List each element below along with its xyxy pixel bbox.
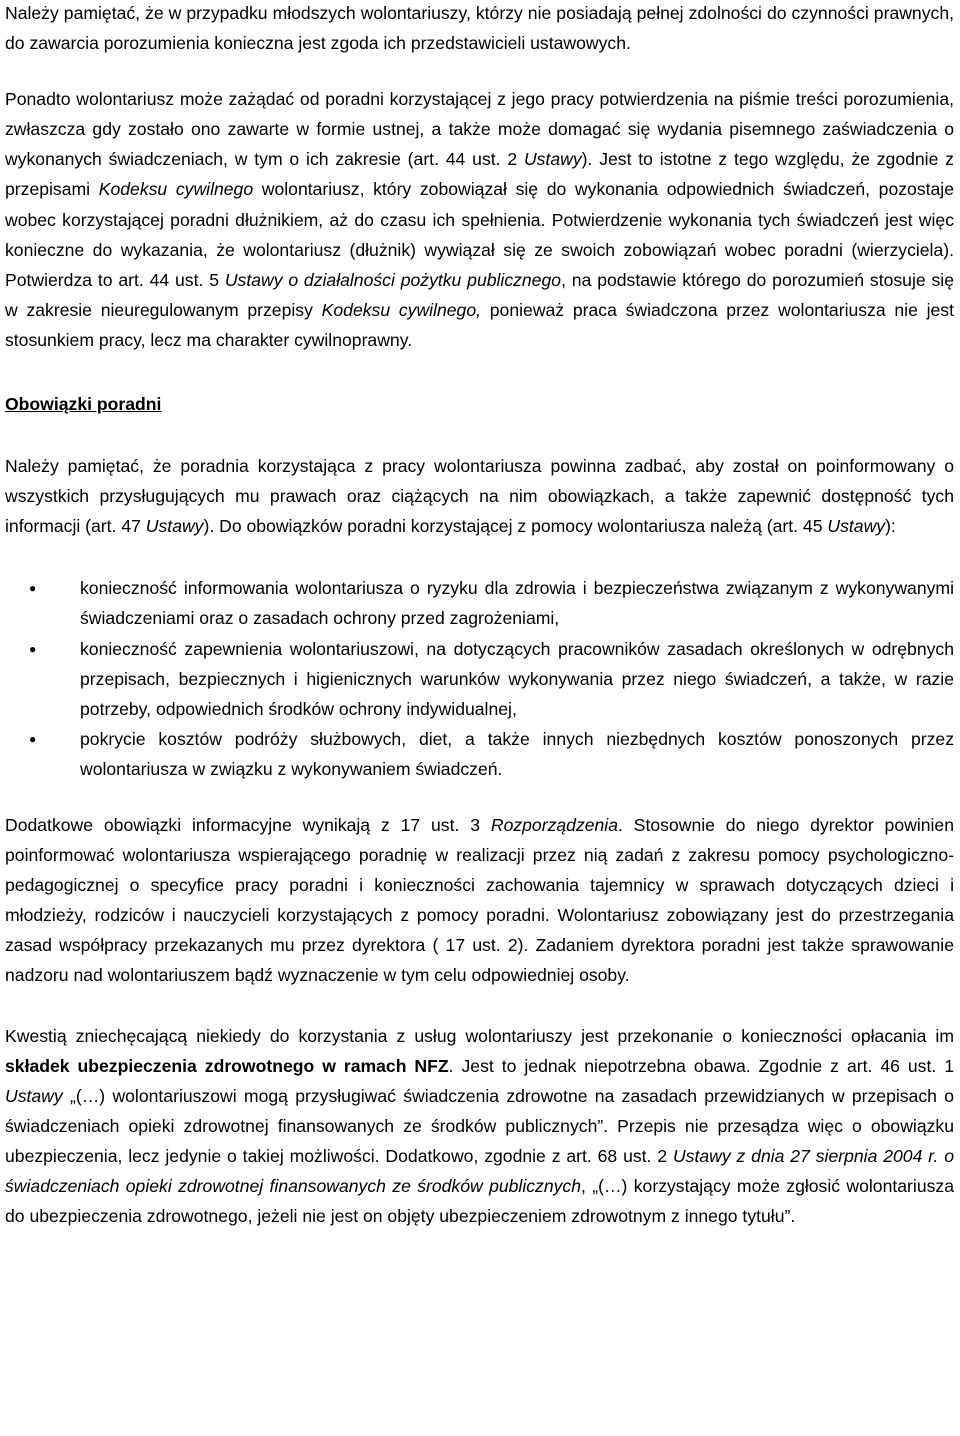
italic-run: Ustawy (5, 1085, 63, 1106)
bullet-icon: ● (29, 641, 37, 656)
italic-run: Rozporządzenia (490, 814, 619, 835)
text-run: . Stosownie do niego dyrektor powinien poinformować wolontariusza wspierającego poradnię w realizacji przez nią zadań z zakresu pomocy psychologiczno-pedagogicznej o specyfice pracy poradni i konieczności zachowania tajemnicy w sprawach dotyczących dzieci i młodzieży, rodziców i nauczycieli korzystających z pomocy poradni. Wolontariusz zobowiązany jest do przestrzegania zasad współpracy przekazanych mu przez dyrektora ( 17 ust. 2). Zadaniem dyrektora poradni jest także sprawowanie nadzoru nad wolontariuszem bądź wyznaczenie w tym celu odpowiedniej osoby. (5, 814, 954, 986)
paragraph-duties (5, 451, 954, 541)
text-run: wolontariusz, który zobowiązał się do wykonania odpowiednich świadczeń, pozostaje wobec korzystającej poradni dłużnikiem, aż do czasu ich spełnienia. Potwierdzenie wykonania tych świadczeń jest więc konieczne do wykazania, że wolontariusz (dłużnik) wywiązał się ze swoich zobowiązań wobec poradni (wierzyciela). Potwierdza to art. 44 ust. 5 (5, 179, 954, 290)
text-run: „(…) wolontariuszowi mogą przysługiwać świadczenia zdrowotne na zasadach przewidzianych w przepisach o świadczeniach opieki zdrowotnej finansowanych ze środków publicznych”. Przepis nie przesądza więc o obowiązku ubezpieczenia, lecz jedynie o takiej możliwości. Dodatkowo, zgodnie z art. 68 ust. 2 (5, 1085, 954, 1166)
italic-run: Kodeksu cywilnego (98, 179, 254, 200)
list-item-text: konieczność zapewnienia wolontariuszowi, na dotyczących pracowników zasadach określonych w odrębnych przepisach, bezpiecznych i higienicznych warunków wykonywania przez niego świadczeń, a także, w razie potrzeby, odpowiednich środków ochrony indywidualnej, (80, 638, 954, 719)
text-run: ). Jest to istotne z tego względu, że zgodnie z przepisami (5, 149, 954, 200)
italic-run: Ustawy (145, 516, 204, 537)
list-item-text: pokrycie kosztów podróży służbowych, diet, a także innych niezbędnych kosztów ponoszonych przez wolontariusza w związku z wykonywaniem świadczeń. (80, 728, 954, 779)
text-run: . Jest to jednak niepotrzebna obawa. Zgodnie z art. 46 ust. 1 (448, 1055, 954, 1076)
italic-run: Ustawy (523, 149, 582, 170)
duties-list (5, 573, 954, 784)
list-item (5, 573, 954, 633)
bold-run: składek ubezpieczenia zdrowotnego w ramach NFZ (5, 1055, 449, 1076)
italic-run: Ustawy (827, 516, 886, 537)
list-item (5, 634, 954, 724)
italic-run: Kodeksu cywilnego, (321, 299, 482, 320)
text-run: ). Do obowiązków poradni korzystającej z pomocy wolontariusza należą (art. 45 (203, 516, 828, 537)
paragraph-health-insurance (5, 1021, 954, 1232)
text-run: ): (885, 516, 896, 537)
text-run: Dodatkowe obowiązki informacyjne wynikają z 17 ust. 3 (5, 814, 491, 835)
paragraph-intro-text: Należy pamiętać, że w przypadku młodszych wolontariuszy, którzy nie posiadają pełnej zdolności do czynności prawnych, do zawarcia porozumienia konieczna jest zgoda ich przedstawicieli ustawowych. (5, 3, 954, 54)
text-run: Kwestią zniechęcającą niekiedy do korzystania z usług wolontariuszy jest przekonanie o konieczności opłacania im (5, 1025, 954, 1046)
list-item-text: konieczność informowania wolontariusza o ryzyku dla zdrowia i bezpieczeństwa związanym z wykonywanymi świadczeniami oraz o zasadach ochrony przed zagrożeniami, (80, 578, 954, 629)
text-run: Ponadto wolontariusz może zażądać od poradni korzystającej z jego pracy potwierdzenia na piśmie treści porozumienia, zwłaszcza gdy zostało ono zawarte w formie ustnej, a także może domagać się wydania pisemnego zaświadczenia o wykonanych świadczeniach, w tym o ich zakresie (art. 44 ust. 2 (5, 89, 954, 170)
bullet-icon: ● (29, 581, 37, 596)
text-run: , „(…) korzystający może zgłosić wolontariusza do ubezpieczenia zdrowotnego, jeżeli nie jest on objęty ubezpieczeniem zdrowotnym z innego tytułu”. (5, 1176, 954, 1227)
bullet-icon: ● (29, 731, 37, 746)
text-run: ponieważ praca świadczona przez wolontariusza nie jest stosunkiem pracy, lecz ma charakter cywilnoprawny. (5, 299, 954, 350)
list-item (5, 724, 954, 784)
italic-run: Ustawy z dnia 27 sierpnia 2004 r. o świadczeniach opieki zdrowotnej finansowanych ze środków publicznych (5, 1145, 954, 1196)
paragraph-information-duties (5, 810, 954, 991)
paragraph-intro (5, 0, 954, 58)
paragraph-confirmation (5, 84, 954, 355)
italic-run: Ustawy o działalności pożytku publicznego (224, 269, 562, 290)
text-run: , na podstawie którego do porozumień stosuje się w zakresie nieuregulowanym przepisy (5, 269, 954, 320)
text-run: Należy pamiętać, że poradnia korzystająca z pracy wolontariusza powinna zadbać, aby został on poinformowany o wszystkich przysługujących mu prawach oraz ciążących na nim obowiązkach, a także zapewnić dostępność tych informacji (art. 47 (5, 456, 954, 537)
section-heading: Obowiązki poradni (5, 394, 162, 415)
